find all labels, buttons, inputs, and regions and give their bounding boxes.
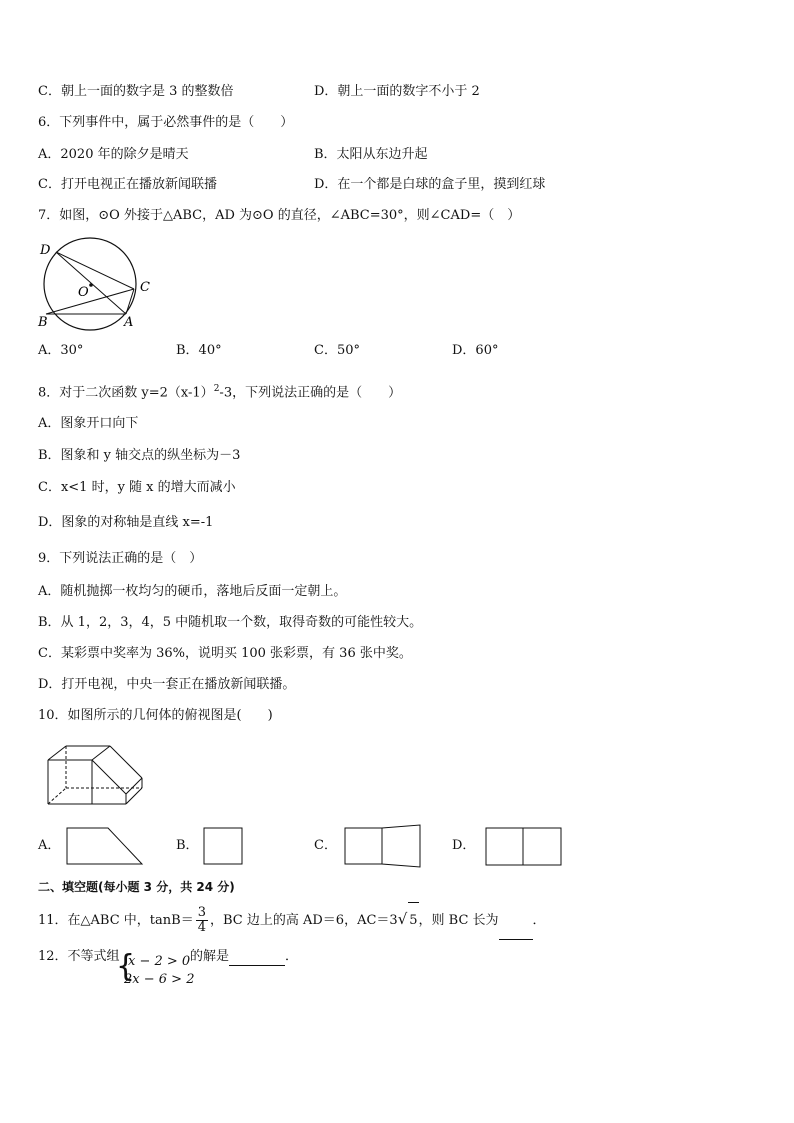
section-2-title: 二、填空题(每小题 3 分，共 24 分) [38, 880, 235, 894]
q6-stem: 6．下列事件中，属于必然事件的是（ ） [38, 115, 294, 130]
q10-option-d-figure [485, 826, 565, 868]
q8-option-a: A．图象开口向下 [38, 416, 139, 431]
q12-end: ． [285, 949, 299, 964]
q10-option-c-label: C． [314, 838, 337, 853]
q12-answer-blank[interactable] [229, 949, 285, 966]
q10-option-c-figure [344, 824, 424, 868]
q5-option-d: D．朝上一面的数字不小于 2 [314, 84, 480, 99]
q9-option-d: D．打开电视，中央一套正在播放新闻联播。 [38, 677, 296, 692]
q11-stem [38, 901, 546, 940]
q11-mid: ，BC 边上的高 AD＝6，AC＝3 [209, 913, 398, 928]
q11-pre: 11．在△ABC 中，tanB＝ [38, 913, 194, 928]
q12-inequality-2: 2x − 6 > 2 [124, 972, 195, 987]
q11-fraction [196, 906, 208, 935]
q10-option-b-figure [203, 826, 245, 866]
q10-solid-figure [46, 744, 146, 808]
q7-option-d: D．60° [452, 343, 499, 358]
q9-option-c: C．某彩票中奖率为 36%，说明买 100 张彩票，有 36 张中奖。 [38, 646, 412, 661]
q7-option-b: B．40° [176, 343, 222, 358]
q12-inequality-1: x − 2 > 0 [128, 954, 191, 969]
q11-end: ． [532, 913, 546, 928]
q7-label-o: O [78, 285, 89, 300]
q10-stem: 10．如图所示的几何体的俯视图是( ) [38, 708, 273, 723]
q7-stem: 7．如图，⊙O 外接于△ABC，AD 为⊙O 的直径，∠ABC=30°，则∠CAD=（ ） [38, 208, 521, 223]
q6-option-c: C．打开电视正在播放新闻联播 [38, 177, 217, 192]
q6-option-a: A．2020 年的除夕是晴天 [38, 147, 189, 162]
q9-option-b: B．从 1，2，3，4，5 中随机取一个数，取得奇数的可能性较大。 [38, 615, 423, 630]
q11-sqrt-sign: √ [397, 910, 408, 928]
q8-stem-pre: 8．对于二次函数 y=2（x-1） [38, 385, 214, 401]
q8-option-c: C．x<1 时，y 随 x 的增大而减小 [38, 480, 236, 495]
q11-post: ，则 BC 长为 [418, 913, 499, 928]
q5-option-c: C．朝上一面的数字是 3 的整数倍 [38, 84, 234, 99]
q8-stem-exponent: 2 [213, 384, 220, 394]
q11-fraction-numerator: 3 [197, 905, 206, 920]
q11-sqrt-value: 5 [408, 902, 418, 939]
q11-fraction-denominator: 4 [197, 920, 206, 935]
q8-stem-post: -3，下列说法正确的是（ ） [219, 385, 402, 401]
q9-stem: 9．下列说法正确的是（ ） [38, 551, 203, 566]
q11-answer-blank[interactable] [499, 903, 533, 940]
q7-label-b: B [38, 315, 48, 330]
q7-label-a: A [124, 315, 134, 330]
q6-option-d: D．在一个都是白球的盒子里，摸到红球 [314, 177, 546, 192]
q10-option-a-figure [66, 826, 144, 866]
q7-label-d: D [40, 243, 51, 258]
q12-pre: 12．不等式组 [38, 949, 120, 964]
q10-option-a-label: A． [38, 838, 61, 853]
q10-option-b-label: B． [176, 838, 199, 853]
q7-option-a: A．30° [38, 343, 84, 358]
q7-circle-figure [34, 236, 154, 332]
q8-option-b: B．图象和 y 轴交点的纵坐标为－3 [38, 448, 241, 463]
q9-option-a: A．随机抛掷一枚均匀的硬币，落地后反面一定朝上。 [38, 584, 347, 599]
q7-label-c: C [140, 280, 150, 295]
q10-option-d-label: D． [452, 838, 476, 853]
q7-option-c: C．50° [314, 343, 360, 358]
q12-brace: { [116, 949, 136, 984]
q12-tail [190, 949, 298, 966]
q8-option-d: D．图象的对称轴是直线 x=-1 [38, 515, 214, 530]
q8-stem [38, 381, 401, 401]
q12-post: 的解是 [190, 949, 230, 964]
q6-option-b: B．太阳从东边升起 [314, 147, 428, 162]
